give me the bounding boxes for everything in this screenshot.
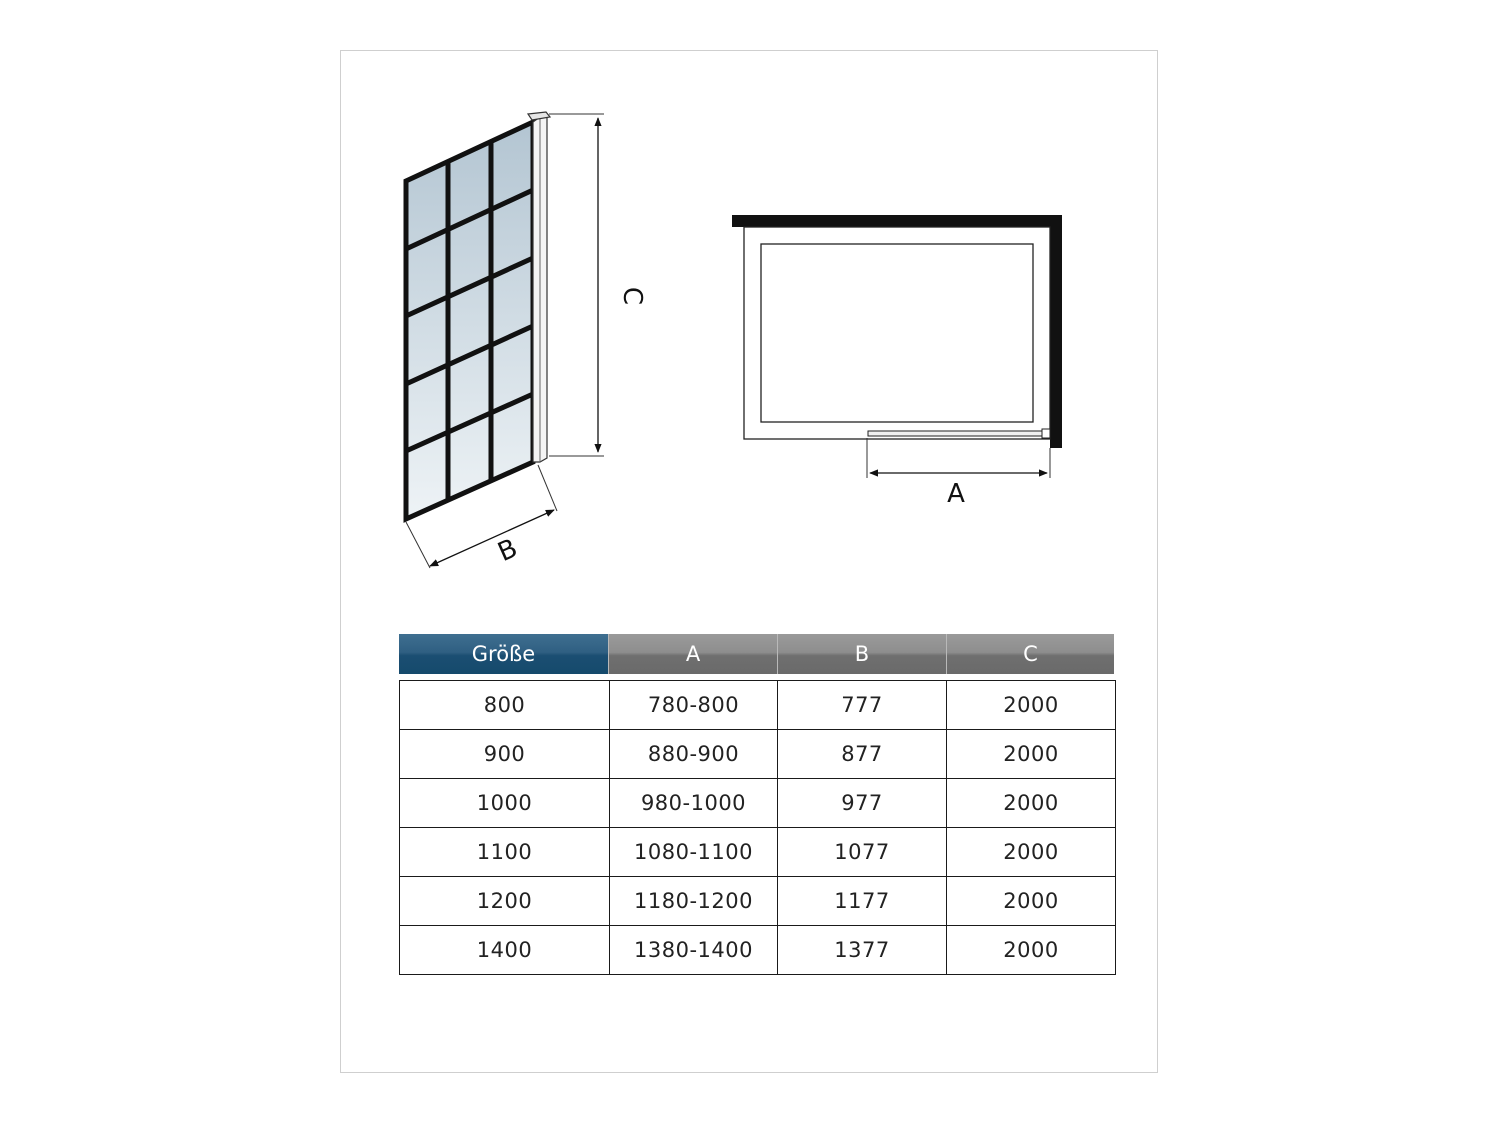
dimension-a <box>867 438 1050 509</box>
wall-top <box>732 215 1062 227</box>
header-groesse: Größe <box>399 634 608 674</box>
cell-size: 900 <box>400 730 610 779</box>
table-row <box>400 877 1116 926</box>
cell-c: 2000 <box>947 828 1116 877</box>
cell-a: 780-800 <box>610 681 778 730</box>
table-row <box>400 828 1116 877</box>
cell-b: 1077 <box>778 828 947 877</box>
cell-a: 1180-1200 <box>610 877 778 926</box>
cell-b: 777 <box>778 681 947 730</box>
cell-size: 1100 <box>400 828 610 877</box>
cell-b: 1177 <box>778 877 947 926</box>
tray-inner <box>761 244 1033 422</box>
header-b: B <box>777 634 946 674</box>
wall-right <box>1050 215 1062 448</box>
header-c: C <box>946 634 1114 674</box>
cell-b: 877 <box>778 730 947 779</box>
cell-c: 2000 <box>947 681 1116 730</box>
glass-top-view <box>868 431 1046 436</box>
cell-size: 1000 <box>400 779 610 828</box>
dimension-c <box>549 114 647 456</box>
cell-c: 2000 <box>947 730 1116 779</box>
glass-pane <box>406 122 533 519</box>
cell-size: 800 <box>400 681 610 730</box>
dimension-a-label: A <box>947 479 965 509</box>
table-row <box>400 681 1116 730</box>
cell-a: 880-900 <box>610 730 778 779</box>
cell-c: 2000 <box>947 877 1116 926</box>
cell-size: 1200 <box>400 877 610 926</box>
cell-size: 1400 <box>400 926 610 975</box>
cell-c: 2000 <box>947 779 1116 828</box>
dimension-table <box>399 680 1116 975</box>
cell-a: 1380-1400 <box>610 926 778 975</box>
dimension-c-label: C <box>617 286 647 306</box>
cell-c: 2000 <box>947 926 1116 975</box>
cell-a: 1080-1100 <box>610 828 778 877</box>
table-row <box>400 730 1116 779</box>
header-a: A <box>608 634 777 674</box>
cell-b: 1377 <box>778 926 947 975</box>
glass-panel-perspective <box>406 112 550 519</box>
dimension-b-label: B <box>493 533 522 569</box>
cell-a: 980-1000 <box>610 779 778 828</box>
table-row <box>400 926 1116 975</box>
top-view <box>732 215 1062 448</box>
table-row <box>400 779 1116 828</box>
cell-b: 977 <box>778 779 947 828</box>
glass-clamp <box>1042 429 1050 438</box>
